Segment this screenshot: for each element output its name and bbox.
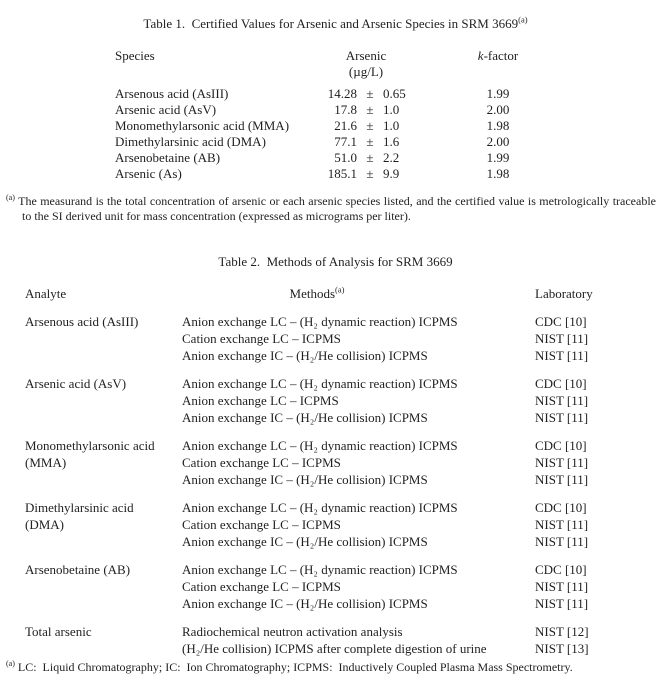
laboratory-text: CDC [10] bbox=[535, 562, 587, 577]
k-factor-value: 1.99 bbox=[486, 150, 510, 165]
method-row bbox=[182, 499, 671, 516]
table1-header-kfactor-k: k bbox=[477, 48, 484, 63]
method-text: Anion exchange IC – (H₂/He collision) ICPMS bbox=[182, 596, 428, 611]
analyte-line: Arsenous acid (AsIII) bbox=[25, 314, 139, 329]
arsenic-uncertainty: 9.9 bbox=[383, 166, 400, 181]
table2-header-methods-text: Methods bbox=[289, 286, 336, 301]
k-factor-value: 2.00 bbox=[486, 102, 510, 117]
methods-cell bbox=[182, 561, 671, 612]
method-row bbox=[182, 578, 671, 595]
analyte-group bbox=[25, 623, 671, 657]
methods-cell bbox=[182, 375, 671, 426]
laboratory-text: NIST [11] bbox=[535, 579, 589, 594]
method-row bbox=[182, 347, 671, 364]
analyte-group bbox=[25, 499, 671, 550]
arsenic-uncertainty: 2.2 bbox=[383, 150, 400, 165]
arsenic-uncertainty: 1.0 bbox=[383, 118, 400, 133]
analyte-line: Total arsenic bbox=[25, 624, 92, 639]
table2-header-methods bbox=[182, 286, 452, 302]
analyte-line: Dimethylarsinic acid bbox=[25, 500, 134, 515]
methods-cell bbox=[182, 499, 671, 550]
table1-header-unit-row bbox=[115, 64, 671, 80]
k-factor-value: 1.98 bbox=[486, 166, 510, 181]
plus-minus-symbol: ± bbox=[366, 86, 374, 101]
arsenic-value: 51.0 bbox=[334, 150, 357, 165]
footnote-text: LC: Liquid Chromatography; IC: Ion Chromatography; ICPMS: Inductively Coupled Plasma Mass Spectrometry. bbox=[17, 660, 573, 674]
laboratory-text: NIST [11] bbox=[535, 596, 589, 611]
table1-header-arsenic-unit: (µg/L) bbox=[348, 64, 384, 79]
arsenic-value: 185.1 bbox=[327, 166, 357, 181]
species-cell: Arsenobetaine (AB) bbox=[115, 150, 221, 165]
analyte-line: Monomethylarsonic acid bbox=[25, 438, 155, 453]
method-row bbox=[182, 330, 671, 347]
plus-minus-symbol: ± bbox=[366, 166, 374, 181]
table1-title bbox=[0, 0, 671, 31]
footnote-text: The measurand is the total concentration of arsenic or each arsenic species listed, and the certified value is metrologically traceable to the SI derived unit for mass concentration (expressed as micrograms per liter). bbox=[18, 194, 656, 223]
analyte-cell bbox=[25, 623, 182, 657]
analyte-group bbox=[25, 437, 671, 488]
laboratory-text: NIST [11] bbox=[535, 534, 589, 549]
method-row bbox=[182, 595, 671, 612]
laboratory-text: NIST [11] bbox=[535, 393, 589, 408]
table1-header-row bbox=[115, 48, 671, 64]
k-factor-value: 1.99 bbox=[486, 86, 510, 101]
method-text: Cation exchange LC – ICPMS bbox=[182, 331, 341, 346]
method-text: Anion exchange LC – (H₂ dynamic reaction) ICPMS bbox=[182, 562, 458, 577]
laboratory-text: CDC [10] bbox=[535, 438, 587, 453]
analyte-line: (DMA) bbox=[25, 517, 64, 532]
laboratory-text: NIST [12] bbox=[535, 624, 589, 639]
method-row bbox=[182, 392, 671, 409]
laboratory-text: NIST [11] bbox=[535, 348, 589, 363]
method-row bbox=[182, 409, 671, 426]
method-text: Anion exchange LC – (H₂ dynamic reaction) ICPMS bbox=[182, 376, 458, 391]
table2 bbox=[25, 286, 671, 657]
method-text: Anion exchange IC – (H₂/He collision) ICPMS bbox=[182, 534, 428, 549]
method-text: Anion exchange LC – (H₂ dynamic reaction) ICPMS bbox=[182, 314, 458, 329]
table2-header-methods-footnote-marker: (a) bbox=[335, 284, 345, 295]
table1-title-footnote-marker: (a) bbox=[518, 14, 528, 25]
method-text: Cation exchange LC – ICPMS bbox=[182, 579, 341, 594]
method-text: Anion exchange IC – (H₂/He collision) ICPMS bbox=[182, 348, 428, 363]
method-row bbox=[182, 640, 671, 657]
table-row bbox=[115, 118, 671, 134]
analyte-line: Arsenobetaine (AB) bbox=[25, 562, 131, 577]
analyte-group bbox=[25, 375, 671, 426]
laboratory-text: CDC [10] bbox=[535, 314, 587, 329]
table1-header-kfactor-rest: -factor bbox=[483, 48, 519, 63]
method-row bbox=[182, 533, 671, 550]
analyte-line: (MMA) bbox=[25, 455, 67, 470]
method-row bbox=[182, 561, 671, 578]
k-factor-value: 2.00 bbox=[486, 134, 510, 149]
analyte-cell bbox=[25, 499, 182, 550]
method-text: Radiochemical neutron activation analysis bbox=[182, 624, 403, 639]
method-text: Anion exchange IC – (H₂/He collision) ICPMS bbox=[182, 410, 428, 425]
plus-minus-symbol: ± bbox=[366, 118, 374, 133]
method-row bbox=[182, 313, 671, 330]
table-row bbox=[115, 166, 671, 182]
laboratory-text: NIST [13] bbox=[535, 641, 589, 656]
method-text: Anion exchange LC – ICPMS bbox=[182, 393, 339, 408]
table1-header-arsenic: Arsenic bbox=[345, 48, 387, 63]
laboratory-text: NIST [11] bbox=[535, 517, 589, 532]
method-row bbox=[182, 454, 671, 471]
table2-header-analyte: Analyte bbox=[25, 286, 67, 301]
methods-cell bbox=[182, 623, 671, 657]
methods-cell bbox=[182, 437, 671, 488]
table1-header-kfactor bbox=[467, 48, 529, 64]
table-row bbox=[115, 86, 671, 102]
plus-minus-symbol: ± bbox=[366, 150, 374, 165]
table2-footnote bbox=[6, 660, 656, 675]
method-text: Anion exchange LC – (H₂ dynamic reaction) ICPMS bbox=[182, 500, 458, 515]
laboratory-text: NIST [11] bbox=[535, 331, 589, 346]
k-factor-value: 1.98 bbox=[486, 118, 510, 133]
species-cell: Dimethylarsinic acid (DMA) bbox=[115, 134, 266, 149]
laboratory-text: CDC [10] bbox=[535, 500, 587, 515]
analyte-cell bbox=[25, 313, 182, 364]
method-text: Anion exchange IC – (H₂/He collision) ICPMS bbox=[182, 472, 428, 487]
arsenic-value: 14.28 bbox=[327, 86, 357, 101]
arsenic-uncertainty: 1.0 bbox=[383, 102, 400, 117]
table2-title: Table 2. Methods of Analysis for SRM 3669 bbox=[218, 254, 453, 269]
laboratory-text: NIST [11] bbox=[535, 410, 589, 425]
table1-title-text: Table 1. Certified Values for Arsenic and Arsenic Species in SRM 3669 bbox=[143, 16, 519, 31]
table-row bbox=[115, 102, 671, 118]
arsenic-value: 21.6 bbox=[334, 118, 357, 133]
species-cell: Arsenic (As) bbox=[115, 166, 182, 181]
table-row bbox=[115, 150, 671, 166]
method-text: Cation exchange LC – ICPMS bbox=[182, 455, 341, 470]
analyte-cell bbox=[25, 375, 182, 426]
species-cell: Arsenic acid (AsV) bbox=[115, 102, 217, 117]
table-row bbox=[115, 134, 671, 150]
analyte-cell bbox=[25, 561, 182, 612]
footnote-marker: (a) bbox=[6, 193, 15, 202]
table2-header-row bbox=[25, 286, 671, 302]
methods-cell bbox=[182, 313, 671, 364]
analyte-cell bbox=[25, 437, 182, 488]
laboratory-text: CDC [10] bbox=[535, 376, 587, 391]
laboratory-text: NIST [11] bbox=[535, 472, 589, 487]
table2-header-laboratory: Laboratory bbox=[535, 286, 593, 301]
method-row bbox=[182, 623, 671, 640]
arsenic-uncertainty: 1.6 bbox=[383, 134, 400, 149]
species-cell: Monomethylarsonic acid (MMA) bbox=[115, 118, 290, 133]
analyte-line: Arsenic acid (AsV) bbox=[25, 376, 127, 391]
species-cell: Arsenous acid (AsIII) bbox=[115, 86, 229, 101]
plus-minus-symbol: ± bbox=[366, 134, 374, 149]
method-row bbox=[182, 437, 671, 454]
table1-footnote bbox=[6, 194, 656, 224]
plus-minus-symbol: ± bbox=[366, 102, 374, 117]
arsenic-uncertainty: 0.65 bbox=[383, 86, 406, 101]
table1-header-species: Species bbox=[115, 48, 155, 63]
analyte-group bbox=[25, 561, 671, 612]
method-row bbox=[182, 375, 671, 392]
method-text: Cation exchange LC – ICPMS bbox=[182, 517, 341, 532]
analyte-group bbox=[25, 313, 671, 364]
method-row bbox=[182, 516, 671, 533]
method-text: Anion exchange LC – (H₂ dynamic reaction) ICPMS bbox=[182, 438, 458, 453]
table1-body bbox=[115, 86, 671, 182]
arsenic-value: 77.1 bbox=[334, 134, 357, 149]
laboratory-text: NIST [11] bbox=[535, 455, 589, 470]
arsenic-value: 17.8 bbox=[334, 102, 357, 117]
footnote-marker: (a) bbox=[6, 659, 15, 668]
table1 bbox=[115, 48, 671, 182]
method-text: (H₂/He collision) ICPMS after complete digestion of urine bbox=[182, 641, 487, 656]
method-row bbox=[182, 471, 671, 488]
